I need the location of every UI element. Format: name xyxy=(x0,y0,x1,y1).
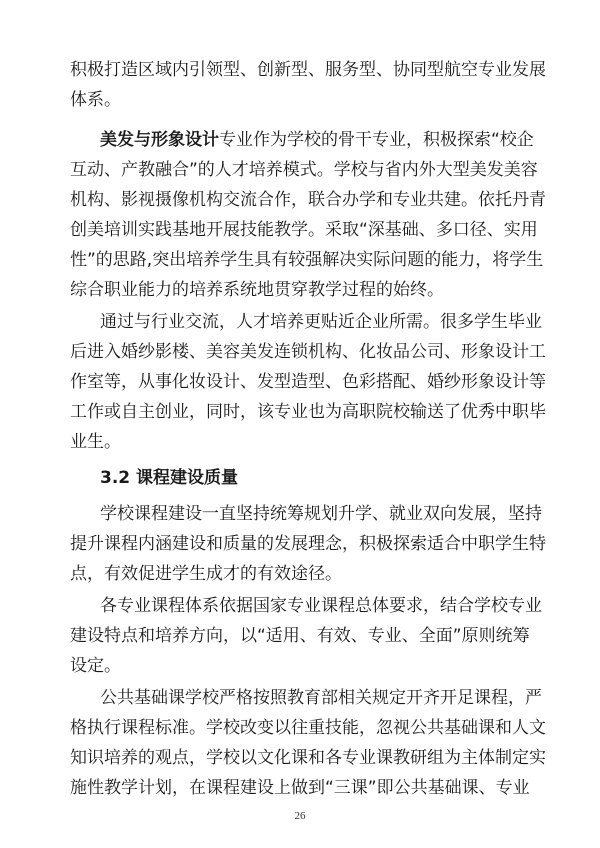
body-text-line: 各专业课程体系依据国家专业课程总体要求，结合学校专业 xyxy=(100,596,542,616)
body-text-line: 通过与行业交流，人才培养更贴近企业所需。很多学生毕业 xyxy=(100,312,542,332)
section-heading: 3.2 课程建设质量 xyxy=(100,468,239,488)
body-text-line: 综合职业能力的培养系统地贯穿教学过程的始终。 xyxy=(70,280,444,300)
bold-term: 美发与形象设计 xyxy=(100,130,219,150)
page-number: 26 xyxy=(294,810,306,822)
body-text-line: 施性教学计划，在课程建设上做到“三课”即公共基础课、专业 xyxy=(70,778,530,798)
body-text-line: 学校课程建设一直坚持统筹规划升学、就业双向发展，坚持 xyxy=(100,504,542,524)
body-text-line: 创美培训实践基地开展技能教学。采取“深基础、多口径、实用 xyxy=(70,220,538,240)
body-text-line: 设定。 xyxy=(70,656,121,676)
body-text-line: 知识培养的观点，学校以文化课和各专业课教研组为主体制定实 xyxy=(70,748,546,768)
body-text-line: 机构、影视摄像机构交流合作，联合办学和专业共建。依托丹青 xyxy=(70,190,546,210)
body-text-line: 建设特点和培养方向，以“适用、有效、专业、全面”原则统筹 xyxy=(70,626,530,646)
body-text-line: 后进入婚纱影楼、美容美发连锁机构、化妆品公司、形象设计工 xyxy=(70,342,546,362)
body-text-line: 格执行课程标准。学校改变以往重技能，忽视公共基础课和人文 xyxy=(70,718,546,738)
body-text-line: 公共基础课学校严格按照教育部相关规定开齐开足课程，严 xyxy=(100,688,542,708)
body-text-line: 点，有效促进学生成才的有效途径。 xyxy=(70,564,342,584)
body-text-line: 提升课程内涵建设和质量的发展理念，积极探索适合中职学生特 xyxy=(70,534,546,554)
body-text-line xyxy=(100,128,570,152)
body-text-line: 业生。 xyxy=(70,432,121,452)
body-text-fragment: 专业作为学校的骨干专业，积极探索“校企 xyxy=(219,130,534,150)
body-text-line: 体系。 xyxy=(70,90,121,110)
body-text-line: 积极打造区域内引领型、创新型、服务型、协同型航空专业发展 xyxy=(70,60,546,80)
body-text-line: 性”的思路,突出培养学生具有较强解决实际问题的能力，将学生 xyxy=(70,250,544,270)
body-text-line: 作室等，从事化妆设计、发型造型、色彩搭配、婚纱形象设计等 xyxy=(70,372,546,392)
body-text-line: 工作或自主创业，同时，该专业也为高职院校输送了优秀中职毕 xyxy=(70,402,546,422)
body-text-line: 互动、产教融合”的人才培养模式。学校与省内外大型美发美容 xyxy=(70,160,538,180)
